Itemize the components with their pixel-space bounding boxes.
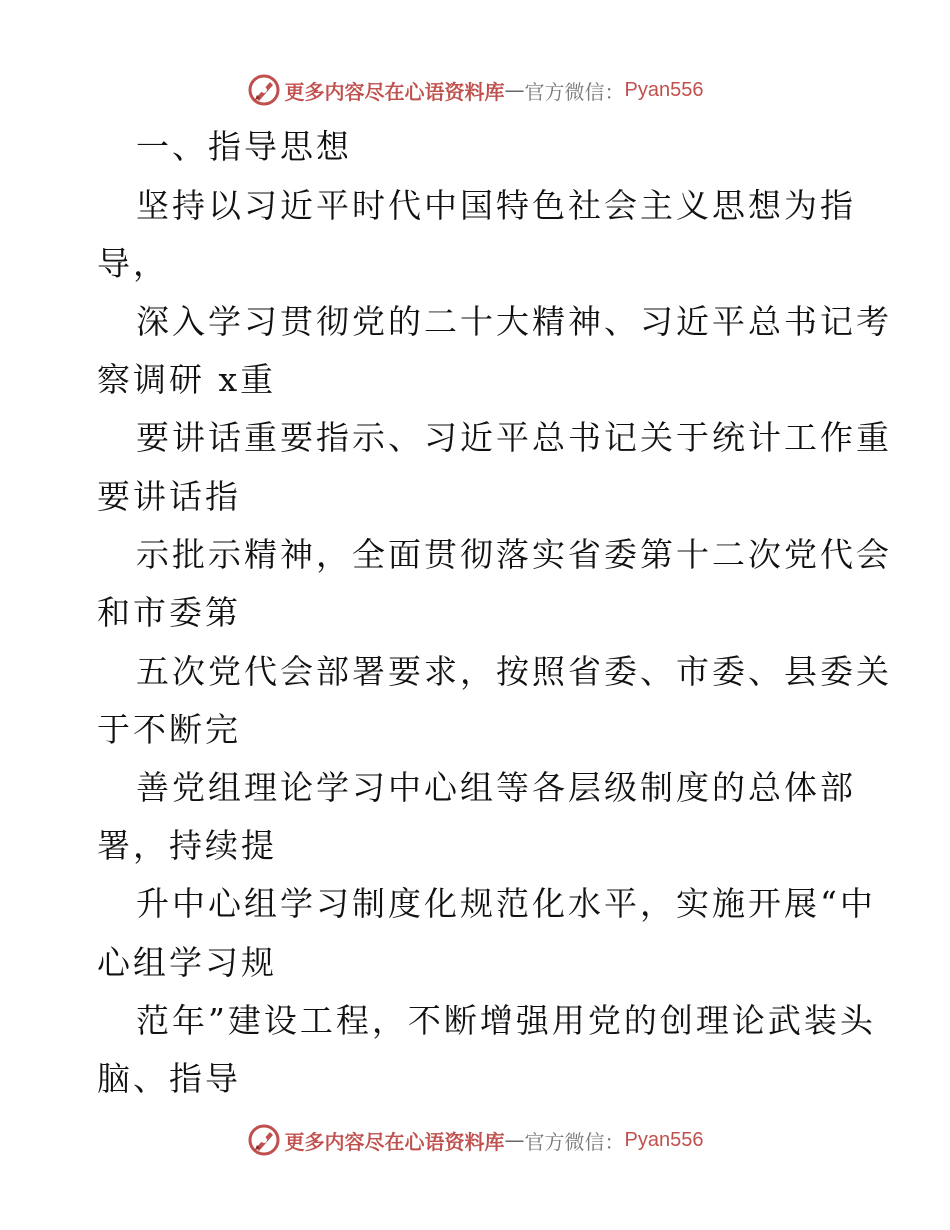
paragraph-line: 和市委第	[97, 593, 241, 632]
paragraph-line: 心组学习规	[97, 943, 277, 982]
pen-logo-icon	[247, 1123, 281, 1157]
paragraph-line: 署，持续提	[97, 826, 277, 865]
pen-logo-icon	[247, 73, 281, 107]
watermark-site-text: 更多内容尽在心语资料库	[284, 1129, 505, 1154]
watermark-wechat-id: Pyan556	[624, 78, 704, 101]
paragraph-line: 善党组理论学习中心组等各层级制度的总体部	[136, 768, 856, 807]
paragraph-line: 脑、指导	[97, 1059, 241, 1098]
paragraph-line: 察调研 x重	[97, 360, 277, 399]
paragraph-line: 深入学习贯彻党的二十大精神、习近平总书记考	[136, 302, 892, 341]
watermark-site-text: 更多内容尽在心语资料库	[284, 79, 505, 104]
watermark-banner-bottom	[0, 1122, 950, 1158]
paragraph-line: 导，	[97, 244, 169, 283]
paragraph-line: 要讲话重要指示、习近平总书记关于统计工作重	[136, 418, 892, 457]
watermark-separator: —	[504, 78, 525, 102]
watermark-wechat-id: Pyan556	[624, 1128, 704, 1151]
watermark-official-label: 官方微信：	[524, 79, 625, 104]
watermark-banner-top	[0, 72, 950, 108]
section-heading: 一、指导思想	[136, 127, 352, 166]
watermark-separator: —	[504, 1128, 525, 1152]
paragraph-line: 升中心组学习制度化规范化水平，实施开展“中	[136, 884, 876, 923]
paragraph-line: 坚持以习近平时代中国特色社会主义思想为指	[136, 186, 856, 225]
watermark-official-label: 官方微信：	[524, 1129, 625, 1154]
paragraph-line: 示批示精神，全面贯彻落实省委第十二次党代会	[136, 535, 892, 574]
paragraph-line: 五次党代会部署要求，按照省委、市委、县委关	[136, 652, 892, 691]
paragraph-line: 要讲话指	[97, 477, 241, 516]
paragraph-line: 于不断完	[97, 710, 241, 749]
paragraph-line: 范年”建设工程，不断增强用党的创理论武装头	[136, 1001, 876, 1040]
